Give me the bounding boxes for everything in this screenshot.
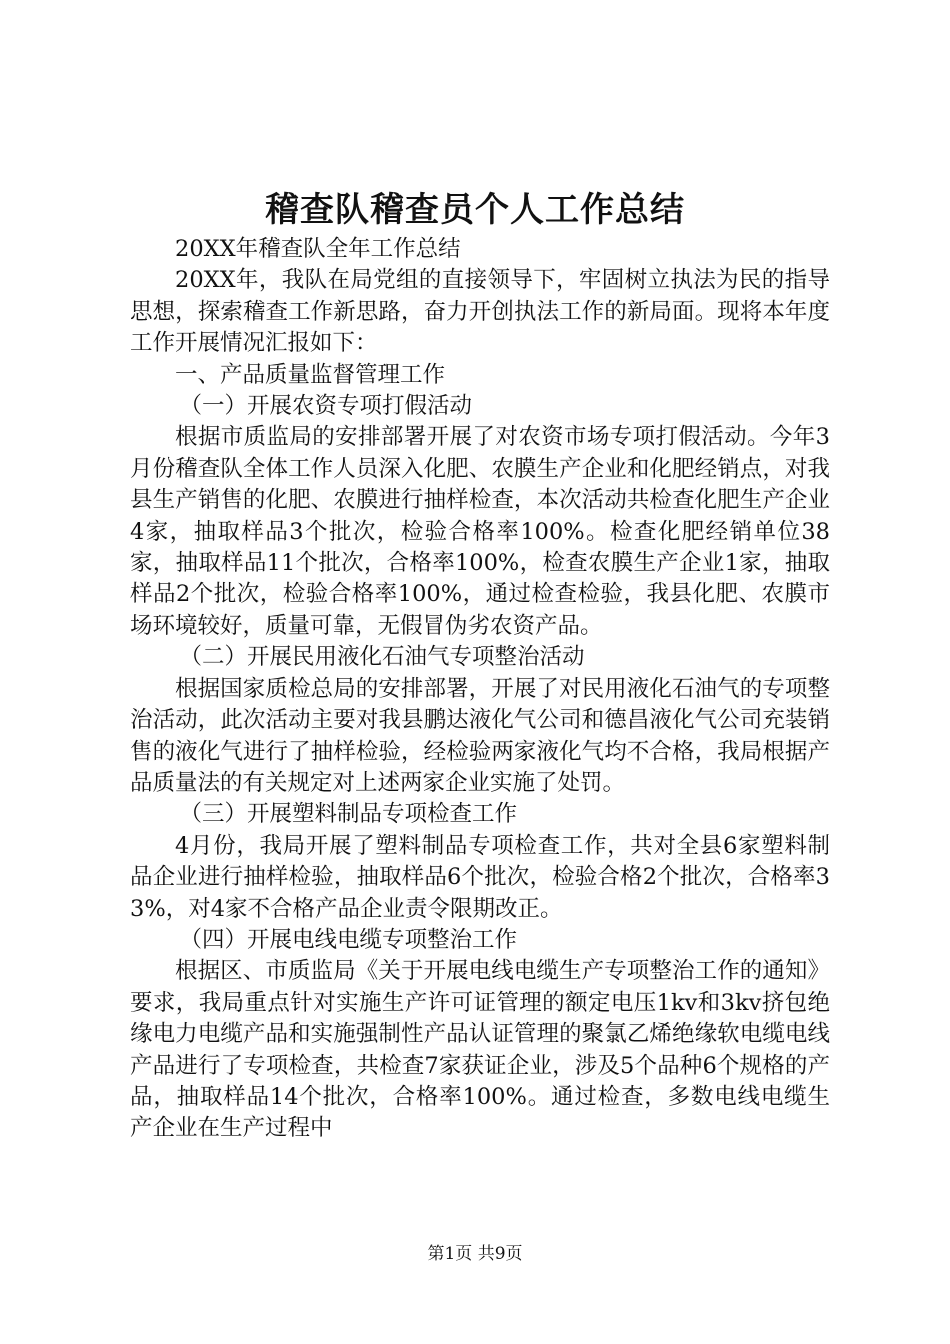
subsection-body-1: 根据市质监局的安排部署开展了对农资市场专项打假活动。今年3月份稽查队全体工作人员深入化肥、农膜生产企业和化肥经销点，对我县生产销售的化肥、农膜进行抽样检查，本次活动共检查化肥生产企业4家，抽取样品3个批次，检验合格率100%。检查化肥经销单位38家，抽取样品11个批次，合格率100%，检查农膜生产企业1家，抽取样品2个批次，检验合格率100%，通过检查检验，我县化肥、农膜市场环境较好，质量可靠，无假冒伪劣农资产品。 [130, 424, 830, 639]
intro-paragraph: 20XX年，我队在局党组的直接领导下，牢固树立执法为民的指导思想，探索稽查工作新思路，奋力开创执法工作的新局面。现将本年度工作开展情况汇报如下： [130, 267, 830, 357]
document-title: 稽查队稽查员个人工作总结 [265, 190, 685, 230]
subsection-body-3: 4月份，我局开展了塑料制品专项检查工作，共对全县6家塑料制品企业进行抽样检验，抽取样品6个批次，检验合格2个批次，合格率33%，对4家不合格产品企业责令限期改正。 [130, 832, 830, 922]
document-body [130, 234, 830, 1145]
subsection-body-4: 根据区、市质监局《关于开展电线电缆生产专项整治工作的通知》要求，我局重点针对实施生产许可证管理的额定电压1kv和3kv挤包绝缘电力电缆产品和实施强制性产品认证管理的聚氯乙烯绝缘软电缆电线产品进行了专项检查，共检查7家获证企业，涉及5个品种6个规格的产品，抽取样品14个批次，合格率100%。通过检查，多数电线电缆生产企业在生产过程中 [130, 958, 830, 1142]
intro-line: 20XX年稽查队全年工作总结 [175, 236, 461, 262]
subsection-heading-4: （四）开展电线电缆专项整治工作 [179, 926, 518, 953]
section-heading-1: 一、产品质量监督管理工作 [175, 361, 446, 388]
page-footer: 第1页 共9页 [427, 1244, 523, 1264]
subsection-heading-2: （二）开展民用液化石油气专项整治活动 [179, 644, 585, 671]
subsection-heading-3: （三）开展塑料制品专项检查工作 [179, 801, 518, 828]
subsection-heading-1: （一）开展农资专项打假活动 [179, 393, 473, 420]
subsection-body-2: 根据国家质检总局的安排部署，开展了对民用液化石油气的专项整治活动，此次活动主要对我县鹏达液化气公司和德昌液化气公司充装销售的液化气进行了抽样检验，经检验两家液化气均不合格，我局根据产品质量法的有关规定对上述两家企业实施了处罚。 [130, 675, 830, 796]
